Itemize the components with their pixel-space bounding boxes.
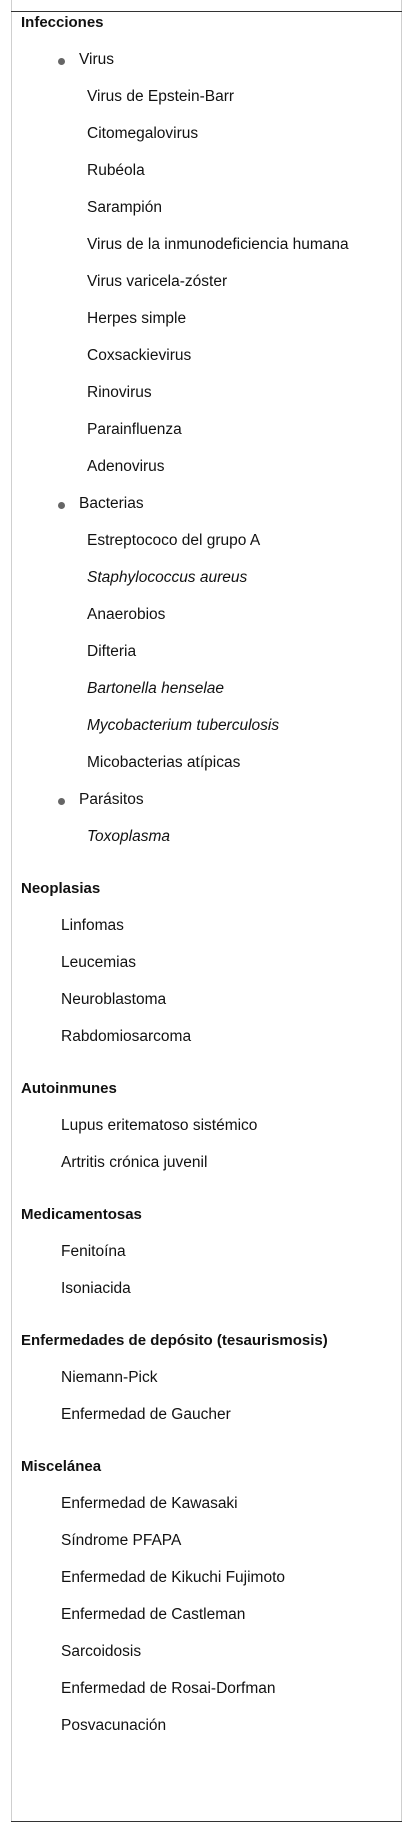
subgroup-parasitos xyxy=(21,788,396,812)
subgroup-virus xyxy=(21,48,396,72)
list-item: Sarcoidosis xyxy=(61,1643,142,1660)
section-title: Infecciones xyxy=(21,14,104,31)
list-item: Virus de Epstein-Barr xyxy=(87,88,235,105)
list-item: Herpes simple xyxy=(87,310,187,327)
list-item: Enfermedad de Rosai-Dorfman xyxy=(61,1680,276,1697)
list-item: Enfermedad de Gaucher xyxy=(61,1406,231,1423)
section-infecciones xyxy=(21,11,396,849)
list-item: Lupus eritematoso sistémico xyxy=(61,1117,258,1134)
list-item: Micobacterias atípicas xyxy=(87,754,241,771)
section-miscelanea xyxy=(21,1455,396,1738)
list-item: Coxsackievirus xyxy=(87,347,192,364)
list-item: Fenitoína xyxy=(61,1243,126,1260)
list-item: Rubéola xyxy=(87,162,145,179)
list-item: Estreptococo del grupo A xyxy=(87,532,261,549)
subgroup-bacterias xyxy=(21,492,396,516)
list-item: Leucemias xyxy=(61,954,136,971)
list-item: Enfermedad de Castleman xyxy=(61,1606,246,1623)
bullet-icon xyxy=(58,58,65,65)
list-item: Citomegalovirus xyxy=(87,125,199,142)
section-title: Enfermedades de depósito (tesaurismosis) xyxy=(21,1332,328,1349)
list-item: Virus varicela-zóster xyxy=(87,273,228,290)
list-item: Linfomas xyxy=(61,917,124,934)
list-item: Artritis crónica juvenil xyxy=(61,1154,208,1171)
list-item: Neuroblastoma xyxy=(61,991,167,1008)
section-title: Miscelánea xyxy=(21,1458,102,1475)
list-item: Posvacunación xyxy=(61,1717,167,1734)
list-item: Rabdomiosarcoma xyxy=(61,1028,192,1045)
section-neoplasias xyxy=(21,877,396,1049)
list-item: Adenovirus xyxy=(87,458,165,475)
list-item: Staphylococcus aureus xyxy=(87,569,248,586)
list-item: Isoniacida xyxy=(61,1280,131,1297)
bullet-icon xyxy=(58,502,65,509)
section-enfermedades-deposito xyxy=(21,1329,396,1427)
subgroup-title: Parásitos xyxy=(79,791,144,808)
list-item: Enfermedad de Kawasaki xyxy=(61,1495,238,1512)
section-title: Autoinmunes xyxy=(21,1080,117,1097)
list-item: Toxoplasma xyxy=(87,828,171,845)
section-title: Medicamentosas xyxy=(21,1206,142,1223)
list-item: Sarampión xyxy=(87,199,162,216)
list-item: Mycobacterium tuberculosis xyxy=(87,717,280,734)
list-item: Enfermedad de Kikuchi Fujimoto xyxy=(61,1569,286,1586)
list-item: Virus de la inmunodeficiencia humana xyxy=(87,236,349,253)
list-item: Niemann-Pick xyxy=(61,1369,158,1386)
bullet-icon xyxy=(58,798,65,805)
list-item: Difteria xyxy=(87,643,137,660)
table-content xyxy=(21,11,396,1751)
list-item: Rinovirus xyxy=(87,384,152,401)
section-autoinmunes xyxy=(21,1077,396,1175)
subgroup-title: Virus xyxy=(79,51,115,68)
table-bottom-rule xyxy=(11,1821,402,1822)
section-medicamentosas xyxy=(21,1203,396,1301)
section-title: Neoplasias xyxy=(21,880,101,897)
list-item: Síndrome PFAPA xyxy=(61,1532,182,1549)
list-item: Parainfluenza xyxy=(87,421,182,438)
list-item: Anaerobios xyxy=(87,606,166,623)
subgroup-title: Bacterias xyxy=(79,495,144,512)
list-item: Bartonella henselae xyxy=(87,680,225,697)
